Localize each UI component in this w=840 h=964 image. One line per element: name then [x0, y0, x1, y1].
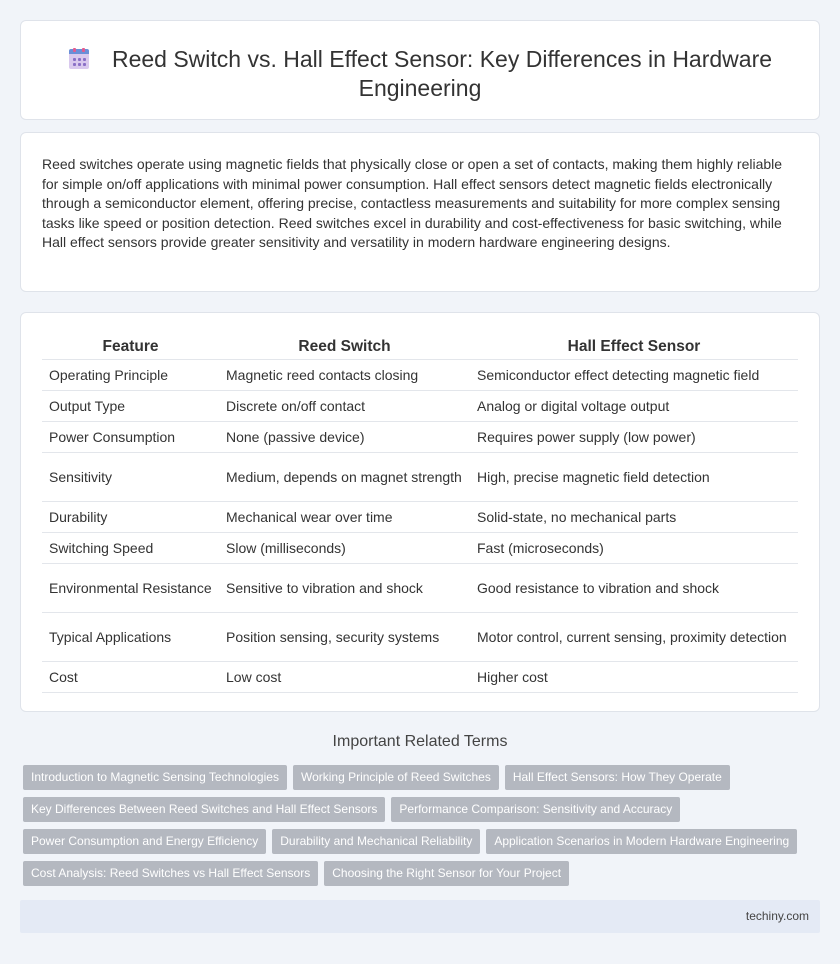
table-row	[42, 421, 798, 452]
table-row	[42, 661, 798, 692]
document-icon	[68, 48, 90, 70]
table-row	[42, 359, 798, 390]
related-term-tag[interactable]: Performance Comparison: Sensitivity and Accuracy	[391, 797, 680, 822]
related-term-tag[interactable]: Power Consumption and Energy Efficiency	[23, 829, 266, 854]
header-hall-effect-sensor: Hall Effect Sensor	[470, 335, 798, 359]
comparison-card	[20, 312, 820, 712]
reed-switch-cell: Slow (milliseconds)	[219, 532, 470, 563]
table-row	[42, 501, 798, 532]
feature-cell: Sensitivity	[42, 452, 219, 501]
table-row	[42, 563, 798, 612]
related-terms-heading: Important Related Terms	[332, 733, 508, 750]
hall-effect-cell: Analog or digital voltage output	[470, 390, 798, 421]
feature-cell: Output Type	[42, 390, 219, 421]
feature-cell: Switching Speed	[42, 532, 219, 563]
hall-effect-cell: Semiconductor effect detecting magnetic field	[470, 359, 798, 390]
intro-card	[20, 132, 820, 292]
related-term-tag[interactable]: Key Differences Between Reed Switches and Hall Effect Sensors	[23, 797, 385, 822]
hall-effect-cell: Requires power supply (low power)	[470, 421, 798, 452]
comparison-table	[42, 335, 798, 693]
hall-effect-cell: Fast (microseconds)	[470, 532, 798, 563]
feature-cell: Durability	[42, 501, 219, 532]
page-title: Reed Switch vs. Hall Effect Sensor: Key Differences in Hardware Engineering	[111, 46, 773, 101]
feature-cell: Cost	[42, 661, 219, 692]
table-row	[42, 390, 798, 421]
related-term-tag[interactable]: Introduction to Magnetic Sensing Technologies	[23, 765, 287, 790]
feature-cell: Typical Applications	[42, 612, 219, 661]
table-row	[42, 612, 798, 661]
reed-switch-cell: Magnetic reed contacts closing	[219, 359, 470, 390]
hall-effect-cell: Higher cost	[470, 661, 798, 692]
reed-switch-cell: Sensitive to vibration and shock	[219, 563, 470, 612]
reed-switch-cell: Medium, depends on magnet strength	[219, 452, 470, 501]
related-term-tag[interactable]: Cost Analysis: Reed Switches vs Hall Effect Sensors	[23, 861, 318, 886]
related-term-tag[interactable]: Durability and Mechanical Reliability	[272, 829, 480, 854]
related-term-tag[interactable]: Choosing the Right Sensor for Your Project	[324, 861, 569, 886]
reed-switch-cell: Position sensing, security systems	[219, 612, 470, 661]
reed-switch-cell: None (passive device)	[219, 421, 470, 452]
hall-effect-cell: High, precise magnetic field detection	[470, 452, 798, 501]
related-term-tag[interactable]: Hall Effect Sensors: How They Operate	[505, 765, 730, 790]
intro-paragraph: Reed switches operate using magnetic fields that physically close or open a set of contacts, making them highly reliable for simple on/off applications with minimal power consumption. Hall effect sensors detect magnetic fields electronically through a semiconductor element, offering precise, contactless measurements and suitability for more complex sensing tasks like speed or position detection. Reed switches excel in durability and cost-effectiveness for basic switching, while Hall effect sensors provide greater sensitivity and versatility in modern hardware engineering designs.	[42, 156, 783, 250]
title-card	[20, 20, 820, 120]
table-row	[42, 532, 798, 563]
hall-effect-cell: Motor control, current sensing, proximity detection	[470, 612, 798, 661]
related-terms-list	[23, 765, 803, 893]
footer	[20, 900, 820, 933]
feature-cell: Operating Principle	[42, 359, 219, 390]
table-row	[42, 452, 798, 501]
reed-switch-cell: Discrete on/off contact	[219, 390, 470, 421]
header-feature: Feature	[42, 335, 219, 359]
reed-switch-cell: Mechanical wear over time	[219, 501, 470, 532]
footer-site-link[interactable]: techiny.com	[745, 909, 809, 923]
reed-switch-cell: Low cost	[219, 661, 470, 692]
table-header-row	[42, 335, 798, 359]
feature-cell: Power Consumption	[42, 421, 219, 452]
hall-effect-cell: Solid-state, no mechanical parts	[470, 501, 798, 532]
related-term-tag[interactable]: Working Principle of Reed Switches	[293, 765, 499, 790]
header-reed-switch: Reed Switch	[219, 335, 470, 359]
page-title-wrap	[61, 45, 779, 103]
feature-cell: Environmental Resistance	[42, 563, 219, 612]
hall-effect-cell: Good resistance to vibration and shock	[470, 563, 798, 612]
related-term-tag[interactable]: Application Scenarios in Modern Hardware Engineering	[486, 829, 797, 854]
